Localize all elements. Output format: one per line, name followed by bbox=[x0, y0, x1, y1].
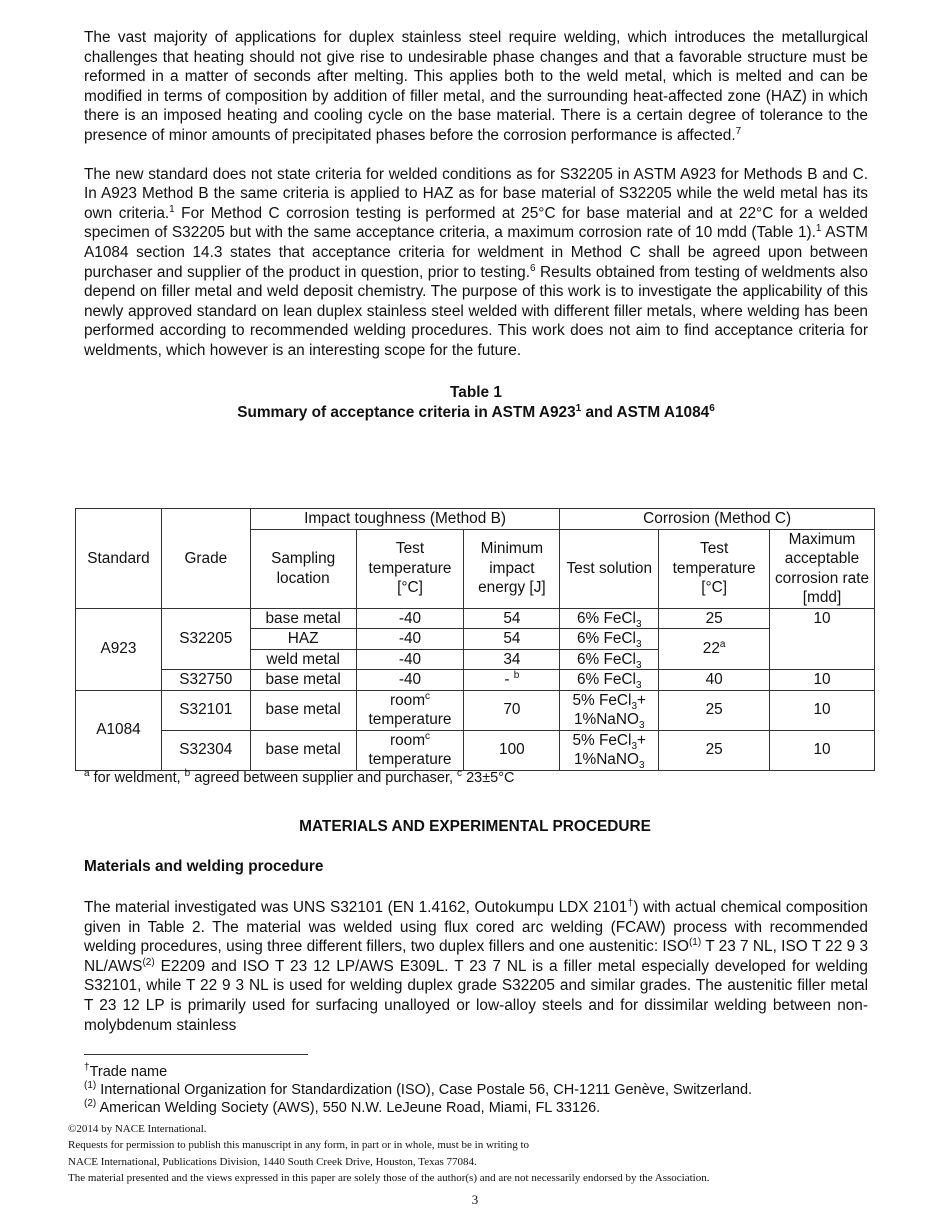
cell-solution: 6% FeCl$_3$ bbox=[560, 608, 659, 629]
footnote-aws: $^{(2)}$ American Welding Society (AWS), 550 N.W. LeJeune Road, Miami, FL 33126. bbox=[84, 1098, 601, 1116]
header-impact-toughness: Impact toughness (Method B) bbox=[250, 509, 560, 530]
header-test-temperature-c: Test temperature [°C] bbox=[659, 529, 770, 608]
copyright-line: ©2014 by NACE International. bbox=[68, 1123, 207, 1135]
footnote-trade-name: †Trade name bbox=[84, 1062, 168, 1080]
cell-rate: 10 bbox=[770, 670, 875, 691]
table-row bbox=[76, 690, 875, 730]
cell-energy: 34 bbox=[464, 649, 560, 670]
cell-grade: S32205 bbox=[161, 608, 250, 670]
page-body bbox=[84, 28, 868, 423]
paragraph-2: The new standard does not state criteria for welded conditions as for S32205 in ASTM A923 for Methods B and C. In A923 Method B the same criteria is applied to HAZ as for base material of S32205 while the weld metal has its own criteria.$^1$ For Method C corrosion testing is performed at 25°C for base material and at 22°C for a welded specimen of S32205 but with the same acceptance criteria, a maximum corrosion rate of 10 mdd (Table 1).$^1$ ASTM A1084 section 14.3 states that acceptance criteria for weldment in Method C shall be agreed upon between purchaser and supplier of the product in question, prior to testing.$^6$ Results obtained from testing of weldments also depend on filler metal and weld deposit chemistry. The purpose of this work is to investigate the applicability of this newly approved standard on lean duplex stainless steel welded with different filler metals, where welding has been performed according to recommended welding procedures. This work does not aim to find acceptance criteria for weldments, which however is an interesting scope for the future. bbox=[84, 165, 868, 359]
cell-temperature: -40 bbox=[356, 629, 464, 650]
citation-6: 6 bbox=[530, 262, 536, 274]
cell-temperature: 40 bbox=[659, 670, 770, 691]
cell-temperature: 25 bbox=[659, 608, 770, 629]
cell-temperature: -40 bbox=[356, 649, 464, 670]
paragraph-3-container bbox=[84, 898, 868, 1035]
cell-rate: 10 bbox=[770, 690, 875, 730]
cell-grade: S32304 bbox=[161, 730, 250, 770]
table-row bbox=[76, 608, 875, 629]
cell-temperature: -40 bbox=[356, 670, 464, 691]
cell-temperature: 25 bbox=[659, 730, 770, 770]
section-heading: MATERIALS AND EXPERIMENTAL PROCEDURE bbox=[299, 818, 651, 835]
cell-solution: 5% FeCl$_3$+ 1%NaNO$_3$ bbox=[560, 690, 659, 730]
header-test-temperature-b: Test temperature [°C] bbox=[356, 529, 464, 608]
cell-grade: S32750 bbox=[161, 670, 250, 691]
cell-energy: 54 bbox=[464, 608, 560, 629]
cell-rate: 10 bbox=[770, 608, 875, 670]
cell-energy: 100 bbox=[464, 730, 560, 770]
table-caption: Summary of acceptance criteria in ASTM $A923^1$ and ASTM A1084$^6$ bbox=[237, 402, 715, 421]
header-standard: Standard bbox=[76, 509, 162, 609]
cell-energy: 54 bbox=[464, 629, 560, 650]
permission-line: Requests for permission to publish this manuscript in any form, in part or in whole, must be in writing to bbox=[68, 1139, 530, 1151]
cell-location: base metal bbox=[250, 690, 356, 730]
cell-rate: 10 bbox=[770, 730, 875, 770]
cell-temperature: 22$^a$ bbox=[659, 629, 770, 670]
address-line: NACE International, Publications Division, 1440 South Creek Drive, Houston, Texas 77084. bbox=[68, 1156, 477, 1168]
table-row bbox=[76, 670, 875, 691]
table-footnote: $^a$ for weldment, $^b$ agreed between supplier and purchaser, $^c$ 23±5°C bbox=[84, 768, 515, 786]
cell-location: base metal bbox=[250, 670, 356, 691]
cell-location: base metal bbox=[250, 608, 356, 629]
footnote-iso: $^{(1)}$ International Organization for Standardization (ISO), Case Postale 56, CH-1211 Genève, Switzerland. bbox=[84, 1080, 753, 1098]
cell-temperature: room$^c$ temperature bbox=[356, 730, 464, 770]
citation-7: 7 bbox=[735, 125, 742, 137]
cell-standard: A923 bbox=[76, 608, 162, 690]
cell-location: weld metal bbox=[250, 649, 356, 670]
cell-solution: 6% FeCl$_3$ bbox=[560, 629, 659, 650]
header-minimum-impact-energy: Minimum impact energy [J] bbox=[464, 529, 560, 608]
cell-energy: - $^b$ bbox=[464, 670, 560, 691]
cell-location: base metal bbox=[250, 730, 356, 770]
header-max-corrosion-rate: Maximum acceptable corrosion rate [mdd] bbox=[770, 529, 875, 608]
cell-temperature: 25 bbox=[659, 690, 770, 730]
paragraph-1: The vast majority of applications for duplex stainless steel require welding, which introduces the metallurgical challenges that heating should not give rise to undesirable phase changes and that a favorable structure must be reformed in a matter of seconds after melting. This applies both to the weld metal, which is melted and can be modified in terms of composition by addition of filler metal, and the surrounding heat-affected zone (HAZ) in which there is an imposed heating and cooling cycle on the base material. There is a certain degree of tolerance to the presence of minor amounts of precipitated phases before the corrosion performance is affected.$^7$ bbox=[84, 29, 868, 144]
table-row bbox=[76, 509, 875, 530]
cell-solution: 6% FeCl$_3$ bbox=[560, 649, 659, 670]
cell-solution: 6% FeCl$_3$ bbox=[560, 670, 659, 691]
disclaimer-line: The material presented and the views expressed in this paper are solely those of the author(s) and are not necessarily endorsed by the Association. bbox=[68, 1172, 710, 1184]
page-number: 3 bbox=[471, 1192, 479, 1207]
paragraph-3: The material investigated was UNS S32101 (EN 1.4162, Outokumpu LDX 2101†) with actual chemical composition given in Table 2. The material was welded using flux cored arc welding (FCAW) process with recommended welding procedures, using three different fillers, two duplex fillers and one austenitic: ISO$^{(1)}$ T 23 7 NL, ISO T 22 9 3 NL/AWS$^{(2)}$ E2209 and ISO T 23 12 LP/AWS E309L. T 23 7 NL is a filler metal especially developed for welding S32101, while T 22 9 3 NL is used for welding duplex grade S32205 and similar grades. The austenitic filler metal T 23 12 LP is primarily used for surfacing unalloyed or low-alloy steels and for dissimilar welding between non-molybdenum stainless bbox=[84, 897, 868, 1034]
citation-1: 1 bbox=[169, 203, 175, 215]
cell-standard: A1084 bbox=[76, 690, 162, 770]
footnote-divider bbox=[84, 1054, 308, 1055]
header-test-solution: Test solution bbox=[560, 529, 659, 608]
cell-grade: S32101 bbox=[161, 690, 250, 730]
cell-solution: 5% FeCl$_3$+ 1%NaNO$_3$ bbox=[560, 730, 659, 770]
table-row bbox=[76, 730, 875, 770]
table-label: Table 1 bbox=[450, 383, 502, 401]
cell-temperature: room$^c$ temperature bbox=[356, 690, 464, 730]
header-corrosion: Corrosion (Method C) bbox=[560, 509, 875, 530]
citation-1: 1 bbox=[815, 223, 822, 235]
acceptance-criteria-table bbox=[75, 508, 875, 771]
header-sampling-location: Sampling location bbox=[250, 529, 356, 608]
subsection-heading: Materials and welding procedure bbox=[84, 858, 324, 875]
cell-temperature: -40 bbox=[356, 608, 464, 629]
cell-energy: 70 bbox=[464, 690, 560, 730]
cell-location: HAZ bbox=[250, 629, 356, 650]
header-grade: Grade bbox=[161, 509, 250, 609]
